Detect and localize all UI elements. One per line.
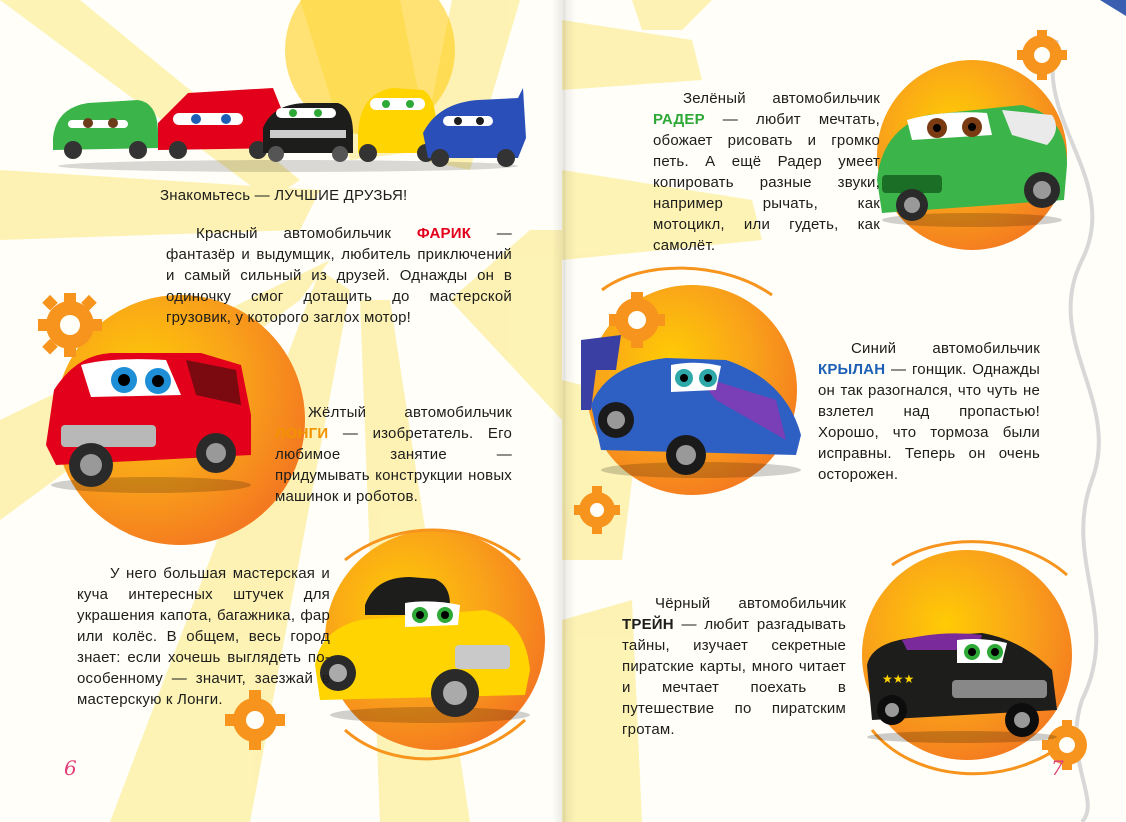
longi-pre: Жёлтый автомобильчик <box>308 404 512 421</box>
longi-paragraph <box>275 402 512 507</box>
train-pre: Чёрный автомобильчик <box>655 595 846 612</box>
lineup-black-car-icon <box>263 103 353 162</box>
longi-yellow-car-illustration <box>310 575 540 725</box>
krylan-blue-car-illustration <box>576 330 806 480</box>
longi-workshop-text: У него большая мастерская и куча интересных штучек для украшения капота, багажника, фар или колёс. В общем, весь город знает: если хочешь выглядеть по-особенному — значит, заезжай в мастерскую к Лонги. <box>77 565 330 708</box>
corner-tab-icon <box>1100 0 1126 16</box>
farik-pre: Красный автомобильчик <box>196 225 417 242</box>
krylan-post: — гонщик. Однажды он так разогнался, что чуть не взлетел над пропастью! Хорошо, что тормоза были исправны. Теперь он очень осторожен. <box>818 361 1040 483</box>
intro-heading: Знакомьтесь — ЛУЧШИЕ ДРУЗЬЯ! <box>160 187 408 204</box>
train-paragraph <box>622 593 846 740</box>
train-post: — любит разгадывать тайны, изучает секретные пиратские карты, много читает и мечтает поехать в путешествие по пиратским гротам. <box>622 616 846 738</box>
rader-paragraph <box>653 88 880 256</box>
train-name: ТРЕЙН <box>622 616 674 633</box>
train-black-car-illustration <box>862 625 1062 745</box>
krylan-pre: Синий автомобильчик <box>851 340 1040 357</box>
left-page <box>0 0 562 822</box>
book-gutter <box>552 0 576 822</box>
right-page <box>562 0 1126 822</box>
svg-text:★★★: ★★★ <box>882 672 915 686</box>
cars-lineup-illustration <box>48 78 528 173</box>
farik-paragraph <box>166 223 512 328</box>
lineup-yellow-car-icon <box>358 88 436 162</box>
lineup-green-car-icon <box>53 100 158 159</box>
krylan-name: КРЫЛАН <box>818 361 886 378</box>
longi-post: — изобретатель. Его любимое занятие — придумывать конструкции новых машинок и роботов. <box>275 425 512 505</box>
longi-workshop-paragraph <box>77 563 330 710</box>
longi-name: ЛОНГИ <box>275 425 329 442</box>
farik-red-car-illustration <box>36 335 261 495</box>
lineup-blue-car-icon <box>423 88 526 167</box>
rader-name: РАДЕР <box>653 111 705 128</box>
rader-post: — любит мечтать, обожает рисовать и громко петь. А ещё Радер умеет копировать разные звуки, например рычать, как мотоцикл, или гудеть, как самолёт. <box>653 111 880 254</box>
rader-green-car-illustration <box>872 95 1072 230</box>
page-number-left: 6 <box>64 756 77 780</box>
farik-post: — фантазёр и выдумщик, любитель приключений и самый сильный из друзей. Однажды он в одиночку смог дотащить до мастерской грузовик, у которого заглох мотор! <box>166 225 512 326</box>
farik-name: ФАРИК <box>416 225 472 242</box>
rader-pre: Зелёный автомобильчик <box>683 90 880 107</box>
krylan-paragraph <box>818 338 1040 485</box>
page-number-right: 7 <box>1051 756 1064 780</box>
